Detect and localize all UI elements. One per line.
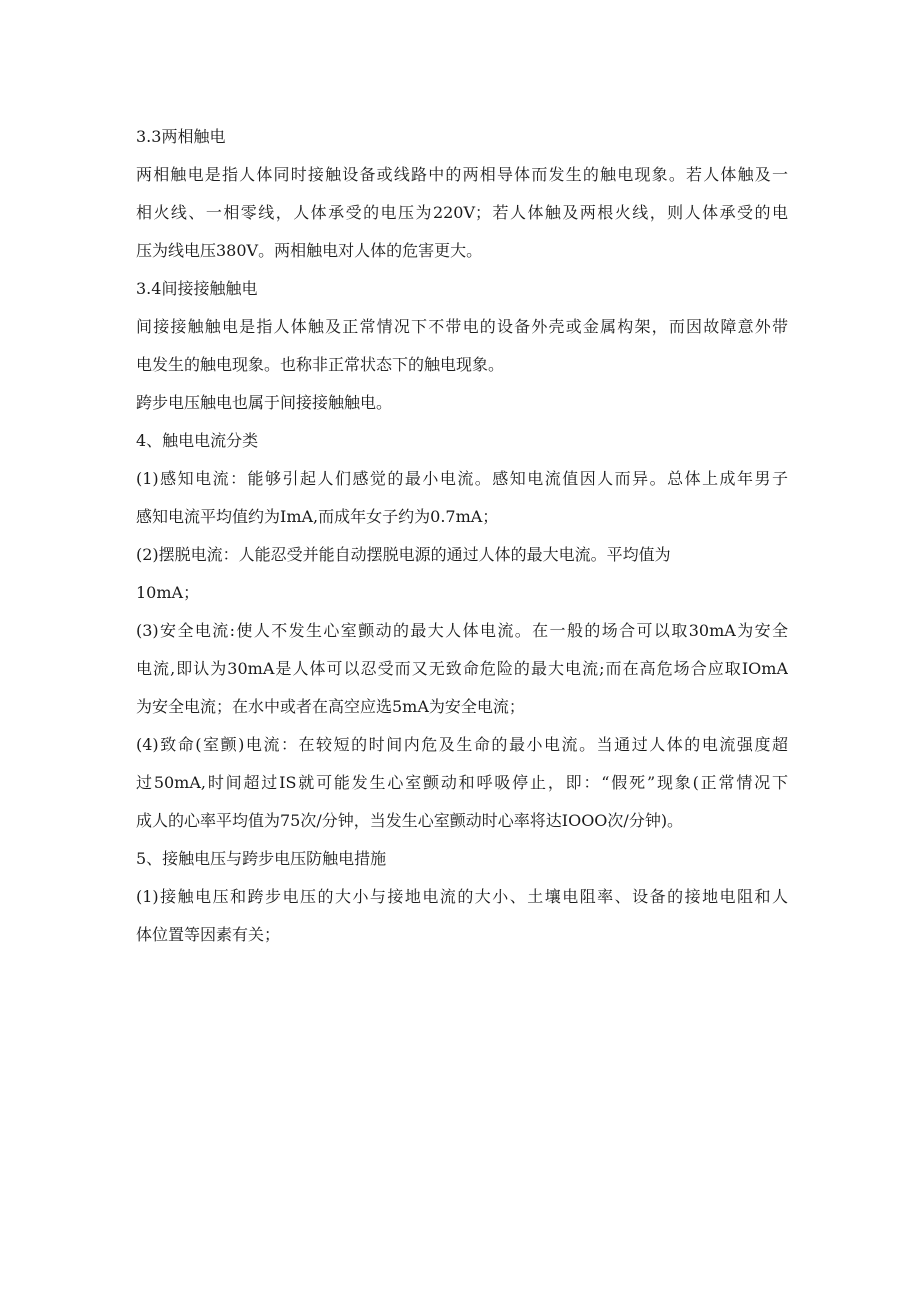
paragraph-line: 两相触电是指人体同时接触设备或线路中的两相导体而发生的触电现象。若人体触及一 [136, 165, 788, 184]
heading-4: 4、触电电流分类 [136, 431, 259, 450]
paragraph-line: 跨步电压触电也属于间接接触触电。 [136, 393, 393, 412]
heading-3-4: 3.4间接接触触电 [136, 279, 258, 298]
paragraph-line: 电发生的触电现象。也称非正常状态下的触电现象。 [136, 355, 505, 374]
list-item-line: (3)安全电流:使人不发生心室颤动的最大人体电流。在一般的场合可以取30mA为安全 [136, 621, 788, 640]
list-item-line: (2)摆脱电流：人能忍受并能自动摆脱电源的通过人体的最大电流。平均值为 [136, 545, 671, 564]
list-item-line: 体位置等因素有关； [136, 925, 281, 944]
list-item-line: 电流,即认为30mA是人体可以忍受而又无致命危险的最大电流;而在高危场合应取IOmA [136, 659, 788, 678]
list-item-line: 为安全电流；在水中或者在高空应选5mA为安全电流； [136, 697, 525, 716]
heading-5: 5、接触电压与跨步电压防触电措施 [136, 849, 387, 868]
paragraph-line: 相火线、一相零线，人体承受的电压为220V；若人体触及两根火线，则人体承受的电 [136, 203, 788, 222]
list-item-line: 过50mA,时间超过IS就可能发生心室颤动和呼吸停止，即：“假死”现象(正常情况下 [136, 773, 788, 792]
list-item-line: 10mA； [136, 583, 200, 602]
heading-3-3: 3.3两相触电 [136, 127, 226, 146]
document-body [136, 118, 788, 954]
list-item-line: 成人的心率平均值为75次/分钟，当发生心室颤动时心率将达IOOO次/分钟)。 [136, 811, 684, 830]
list-item-line: (1)接触电压和跨步电压的大小与接地电流的大小、土壤电阻率、设备的接地电阻和人 [136, 887, 788, 906]
paragraph-line: 压为线电压380V。两相触电对人体的危害更大。 [136, 241, 483, 260]
list-item-line: (4)致命(室颤)电流：在较短的时间内危及生命的最小电流。当通过人体的电流强度超 [136, 735, 788, 754]
list-item-line: (1)感知电流：能够引起人们感觉的最小电流。感知电流值因人而异。总体上成年男子 [136, 469, 788, 488]
list-item-line: 感知电流平均值约为ImA,而成年女子约为0.7mA； [136, 507, 499, 526]
paragraph-line: 间接接触触电是指人体触及正常情况下不带电的设备外壳或金属构架，而因故障意外带 [136, 317, 788, 336]
